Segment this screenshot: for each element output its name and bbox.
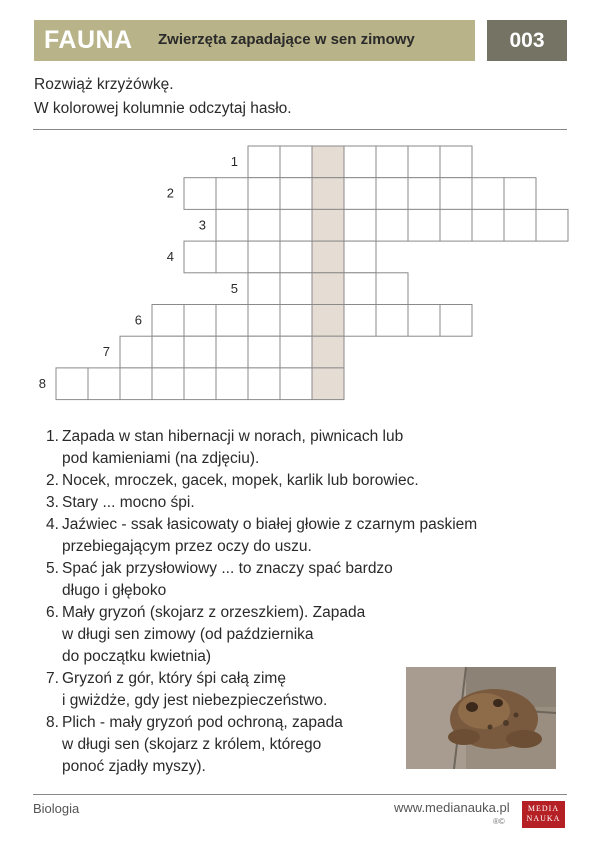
crossword-cell[interactable] bbox=[248, 209, 280, 241]
crossword-cell[interactable] bbox=[216, 209, 248, 241]
crossword-cell[interactable] bbox=[504, 178, 536, 210]
crossword-cell[interactable] bbox=[344, 241, 376, 273]
crossword-cell[interactable] bbox=[376, 178, 408, 210]
clue-text-continued: przebiegającym przez oczy do uszu. bbox=[62, 538, 312, 555]
crossword-cell[interactable] bbox=[344, 273, 376, 305]
crossword-password-cell[interactable] bbox=[312, 273, 344, 305]
worksheet-title: Zwierzęta zapadające w sen zimowy bbox=[158, 31, 415, 48]
clue-item bbox=[46, 470, 546, 492]
crossword-cell[interactable] bbox=[88, 368, 120, 400]
clue-text: Gryzoń z gór, który śpi całą zimę bbox=[62, 670, 286, 687]
crossword-cell[interactable] bbox=[280, 178, 312, 210]
clue-text: Zapada w stan hibernacji w norach, piwnicach lub bbox=[62, 428, 404, 445]
clue-text: Plich - mały gryzoń pod ochroną, zapada bbox=[62, 714, 343, 731]
crossword-cell[interactable] bbox=[376, 273, 408, 305]
crossword-cell[interactable] bbox=[280, 273, 312, 305]
section-label: FAUNA bbox=[44, 26, 133, 54]
footer-rights: ®© bbox=[493, 817, 505, 826]
crossword-row-number: 5 bbox=[230, 280, 238, 296]
clue-text: Spać jak przysłowiowy ... to znaczy spać bardzo bbox=[62, 560, 393, 577]
clue-number: 4. bbox=[46, 516, 59, 533]
crossword-cell[interactable] bbox=[280, 241, 312, 273]
crossword-cell[interactable] bbox=[440, 305, 472, 337]
crossword-cell[interactable] bbox=[216, 305, 248, 337]
clue-number: 2. bbox=[46, 472, 59, 489]
crossword-cell[interactable] bbox=[408, 146, 440, 178]
crossword-cell[interactable] bbox=[280, 209, 312, 241]
crossword-cell[interactable] bbox=[280, 146, 312, 178]
crossword-password-cell[interactable] bbox=[312, 305, 344, 337]
medianauka-logo: MEDIA NAUKA bbox=[522, 801, 565, 828]
crossword-cell[interactable] bbox=[56, 368, 88, 400]
crossword-cell[interactable] bbox=[184, 336, 216, 368]
clue-text: Stary ... mocno śpi. bbox=[62, 494, 195, 511]
crossword-cell[interactable] bbox=[248, 305, 280, 337]
crossword-cell[interactable] bbox=[376, 146, 408, 178]
crossword-cell[interactable] bbox=[152, 336, 184, 368]
crossword-row-number: 6 bbox=[134, 312, 142, 328]
crossword-password-cell[interactable] bbox=[312, 178, 344, 210]
crossword-cell[interactable] bbox=[184, 241, 216, 273]
clue-item bbox=[46, 514, 546, 558]
clue-text-continued: pod kamieniami (na zdjęciu). bbox=[62, 450, 260, 467]
clue-number: 7. bbox=[46, 670, 59, 687]
crossword-cell[interactable] bbox=[440, 209, 472, 241]
crossword-cell[interactable] bbox=[248, 336, 280, 368]
footer-subject: Biologia bbox=[33, 801, 80, 816]
clue-text: Jaźwiec - ssak łasicowaty o białej głowie z czarnym paskiem bbox=[62, 516, 478, 533]
crossword-cell[interactable] bbox=[440, 146, 472, 178]
crossword-cell[interactable] bbox=[216, 336, 248, 368]
crossword-cell[interactable] bbox=[248, 146, 280, 178]
clue-text-continued: ponoć zjadły myszy). bbox=[62, 758, 206, 775]
clue-item bbox=[46, 492, 546, 514]
crossword-cell[interactable] bbox=[408, 209, 440, 241]
crossword-cell[interactable] bbox=[120, 368, 152, 400]
crossword-cell[interactable] bbox=[248, 178, 280, 210]
crossword-grid bbox=[0, 0, 600, 420]
bottom-divider bbox=[33, 794, 567, 795]
crossword-row-number: 1 bbox=[230, 154, 238, 169]
crossword-cell[interactable] bbox=[344, 146, 376, 178]
crossword-cell[interactable] bbox=[184, 368, 216, 400]
crossword-row-number: 2 bbox=[166, 185, 174, 201]
footer-website-link[interactable]: www.medianauka.pl bbox=[394, 800, 510, 815]
instruction-line-2: W kolorowej kolumnie odczytaj hasło. bbox=[34, 100, 292, 117]
crossword-row-number: 3 bbox=[198, 217, 206, 233]
instruction-line-1: Rozwiąż krzyżówkę. bbox=[34, 76, 174, 93]
crossword-cell[interactable] bbox=[216, 178, 248, 210]
crossword-password-cell[interactable] bbox=[312, 368, 344, 400]
crossword-cell[interactable] bbox=[536, 209, 568, 241]
clue-text: Mały gryzoń (skojarz z orzeszkiem). Zapada bbox=[62, 604, 366, 621]
crossword-password-cell[interactable] bbox=[312, 336, 344, 368]
crossword-password-cell[interactable] bbox=[312, 146, 344, 178]
clue-number: 3. bbox=[46, 494, 59, 511]
crossword-cell[interactable] bbox=[280, 368, 312, 400]
clue-text-continued: w długi sen zimowy (od października bbox=[62, 626, 314, 643]
crossword-cell[interactable] bbox=[216, 368, 248, 400]
crossword-cell[interactable] bbox=[344, 178, 376, 210]
crossword-cell[interactable] bbox=[376, 305, 408, 337]
crossword-cell[interactable] bbox=[280, 305, 312, 337]
crossword-cell[interactable] bbox=[120, 336, 152, 368]
clue-number: 5. bbox=[46, 560, 59, 577]
crossword-row-number: 8 bbox=[38, 375, 46, 391]
toad-photo bbox=[406, 667, 556, 769]
clue-item bbox=[46, 602, 546, 668]
crossword-cell[interactable] bbox=[248, 273, 280, 305]
clue-number: 6. bbox=[46, 604, 59, 621]
crossword-cell[interactable] bbox=[504, 209, 536, 241]
clue-text-continued: i gwiżdże, gdy jest niebezpieczeństwo. bbox=[62, 692, 328, 709]
crossword-cell[interactable] bbox=[472, 178, 504, 210]
crossword-cell[interactable] bbox=[376, 209, 408, 241]
crossword-row-number: 4 bbox=[166, 249, 174, 265]
crossword-cell[interactable] bbox=[152, 368, 184, 400]
clue-text: Nocek, mroczek, gacek, mopek, karlik lub borowiec. bbox=[62, 472, 419, 489]
clue-item bbox=[46, 558, 546, 602]
crossword-password-cell[interactable] bbox=[312, 241, 344, 273]
crossword-cell[interactable] bbox=[408, 178, 440, 210]
crossword-cell[interactable] bbox=[344, 305, 376, 337]
crossword-cell[interactable] bbox=[408, 305, 440, 337]
clue-number: 1. bbox=[46, 428, 59, 445]
crossword-cell[interactable] bbox=[184, 305, 216, 337]
clue-number: 8. bbox=[46, 714, 59, 731]
crossword-cell[interactable] bbox=[472, 209, 504, 241]
clue-text-continued: w długi sen (skojarz z królem, którego bbox=[62, 736, 322, 753]
worksheet-number: 003 bbox=[487, 20, 567, 61]
crossword-cell[interactable] bbox=[280, 336, 312, 368]
crossword-cell[interactable] bbox=[184, 178, 216, 210]
crossword-cell[interactable] bbox=[248, 368, 280, 400]
crossword-cell[interactable] bbox=[344, 209, 376, 241]
clue-text-continued: długo i głęboko bbox=[62, 582, 167, 599]
crossword-cell[interactable] bbox=[248, 241, 280, 273]
crossword-row-number: 7 bbox=[102, 344, 110, 360]
crossword-password-cell[interactable] bbox=[312, 209, 344, 241]
clue-text-continued: do początku kwietnia) bbox=[62, 648, 212, 665]
crossword-cell[interactable] bbox=[440, 178, 472, 210]
crossword-cell[interactable] bbox=[216, 241, 248, 273]
clue-item bbox=[46, 426, 546, 470]
crossword-cell[interactable] bbox=[152, 305, 184, 337]
